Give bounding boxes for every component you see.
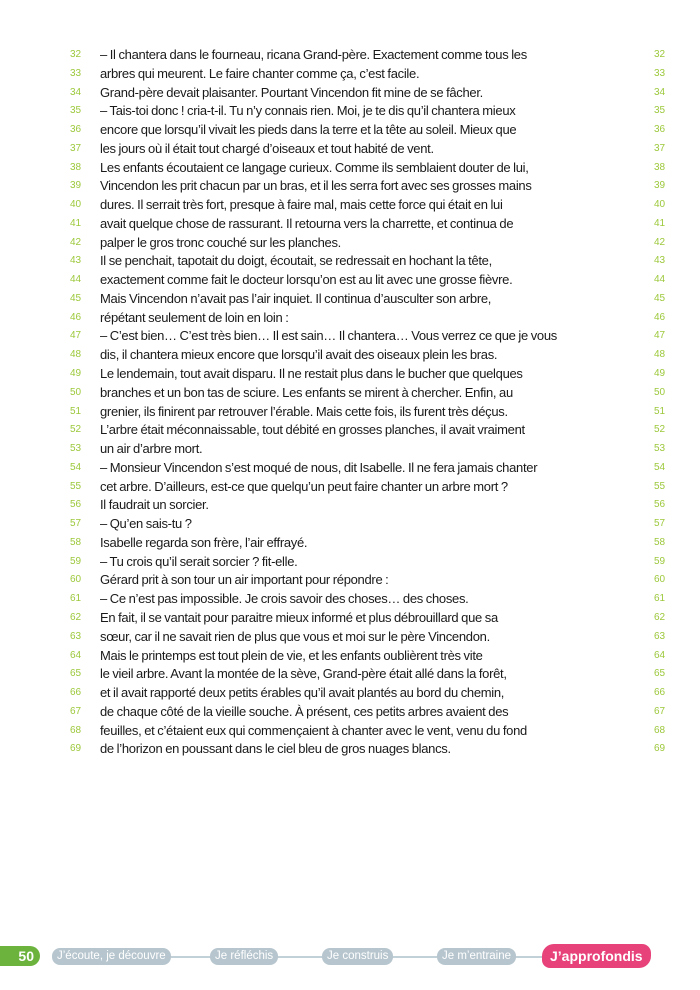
text-line: [0, 159, 700, 178]
line-text: dis, il chantera mieux encore que lorsqu’il avait des oiseaux plein les bras.: [100, 347, 498, 363]
line-text: palper le gros tronc couché sur les planches.: [100, 234, 341, 250]
line-number-left: 43: [70, 255, 82, 267]
line-number-right: 55: [654, 480, 666, 492]
line-number-right: 52: [654, 424, 666, 436]
line-number-right: 34: [654, 86, 666, 98]
text-body: [0, 46, 700, 759]
line-text: et il avait rapporté deux petits érables qu’il avait plantés au bord du chemin,: [100, 685, 505, 701]
text-line: [0, 459, 700, 478]
text-line: [0, 421, 700, 440]
line-number-left: 66: [70, 687, 82, 699]
line-text: sœur, car il ne savait rien de plus que vous et moi sur le père Vincendon.: [100, 628, 490, 644]
line-text: Gérard prit à son tour un air important pour répondre :: [100, 572, 389, 588]
line-number-left: 51: [70, 405, 82, 417]
line-number-right: 35: [654, 105, 666, 117]
line-text: branches et un bon tas de sciure. Les enfants se mirent à chercher. Enfin, au: [100, 384, 513, 400]
line-number-left: 47: [70, 330, 82, 342]
text-line: [0, 196, 700, 215]
text-line: [0, 553, 700, 572]
text-line: [0, 684, 700, 703]
line-number-right: 65: [654, 668, 666, 680]
line-number-right: 43: [654, 255, 666, 267]
line-number-left: 39: [70, 180, 82, 192]
line-text: Le lendemain, tout avait disparu. Il ne restait plus dans le bucher que quelques: [100, 366, 523, 382]
line-number-right: 51: [654, 405, 666, 417]
text-line: [0, 215, 700, 234]
line-number-left: 36: [70, 124, 82, 136]
text-line: [0, 140, 700, 159]
text-line: [0, 46, 700, 65]
line-text: les jours où il était tout chargé d’oiseaux et tout habité de vent.: [100, 140, 434, 156]
line-number-left: 69: [70, 743, 82, 755]
line-number-left: 54: [70, 461, 82, 473]
line-number-left: 44: [70, 274, 82, 286]
text-line: [0, 65, 700, 84]
text-line: [0, 628, 700, 647]
line-number-right: 36: [654, 124, 666, 136]
line-text: Les enfants écoutaient ce langage curieux. Comme ils semblaient douter de lui,: [100, 159, 529, 175]
text-line: [0, 327, 700, 346]
line-number-right: 41: [654, 217, 666, 229]
line-text: – Tais-toi donc ! cria-t-il. Tu n’y connais rien. Moi, je te dis qu’il chantera mieux: [100, 103, 516, 119]
text-line: [0, 309, 700, 328]
line-text: – Qu’en sais-tu ?: [100, 516, 192, 532]
text-line: [0, 384, 700, 403]
line-number-right: 57: [654, 518, 666, 530]
text-line: [0, 609, 700, 628]
text-line: [0, 271, 700, 290]
line-text: – C’est bien… C’est très bien… Il est sain… Il chantera… Vous verrez ce que je vous: [100, 328, 557, 344]
line-text: cet arbre. D’ailleurs, est-ce que quelqu’un peut faire chanter un arbre mort ?: [100, 478, 508, 494]
line-number-left: 45: [70, 292, 82, 304]
line-number-right: 64: [654, 649, 666, 661]
line-text: – Il chantera dans le fourneau, ricana Grand-père. Exactement comme tous les: [100, 47, 527, 62]
line-number-left: 32: [70, 49, 82, 60]
line-text: le vieil arbre. Avant la montée de la sève, Grand-père était allé dans la forêt,: [100, 666, 507, 682]
text-line: [0, 571, 700, 590]
step-entraine[interactable]: Je m’entraine: [437, 948, 516, 965]
text-line: [0, 440, 700, 459]
line-number-right: 38: [654, 161, 666, 173]
line-number-right: 37: [654, 142, 666, 154]
step-approfondis-active[interactable]: J’approfondis: [542, 944, 651, 968]
step-construis[interactable]: Je construis: [322, 948, 393, 965]
line-text: Vincendon les prit chacun par un bras, et il les serra fort avec ses grosses mains: [100, 178, 532, 194]
step-ecoute[interactable]: J’écoute, je découvre: [52, 948, 171, 965]
line-number-right: 45: [654, 292, 666, 304]
line-text: avait quelque chose de rassurant. Il retourna vers la charrette, et continua de: [100, 215, 514, 231]
line-number-right: 56: [654, 499, 666, 511]
text-line: [0, 234, 700, 253]
line-text: – Tu crois qu’il serait sorcier ? fit-elle.: [100, 553, 298, 569]
line-text: Mais Vincendon n’avait pas l’air inquiet. Il continua d’ausculter son arbre,: [100, 290, 492, 306]
line-number-right: 60: [654, 574, 666, 586]
line-number-left: 46: [70, 311, 82, 323]
line-number-left: 68: [70, 724, 82, 736]
line-number-right: 63: [654, 630, 666, 642]
line-number-right: 58: [654, 536, 666, 548]
line-number-right: 49: [654, 368, 666, 380]
text-line: [0, 665, 700, 684]
line-number-right: 68: [654, 724, 666, 736]
line-text: – Ce n’est pas impossible. Je crois savoir des choses… des choses.: [100, 591, 469, 607]
text-line: [0, 252, 700, 271]
line-text: grenier, ils finirent par retrouver l’érable. Mais cette fois, ils furent très déçus.: [100, 403, 508, 419]
line-text: exactement comme fait le docteur lorsqu’on est au lit avec une grosse fièvre.: [100, 272, 513, 288]
line-number-left: 50: [70, 386, 82, 398]
line-number-right: 67: [654, 705, 666, 717]
line-number-left: 35: [70, 105, 82, 117]
line-text: Isabelle regarda son frère, l’air effrayé.: [100, 534, 308, 550]
step-reflechis[interactable]: Je réfléchis: [210, 948, 278, 965]
text-line: [0, 722, 700, 741]
text-line: [0, 177, 700, 196]
line-text: encore que lorsqu’il vivait les pieds dans la terre et la tête au soleil. Mieux que: [100, 122, 517, 138]
line-number-left: 37: [70, 142, 82, 154]
line-number-left: 52: [70, 424, 82, 436]
line-text: Mais le printemps est tout plein de vie, et les enfants oublièrent très vite: [100, 647, 483, 663]
line-number-right: 69: [654, 743, 666, 755]
line-number-right: 42: [654, 236, 666, 248]
line-number-right: 46: [654, 311, 666, 323]
line-text: L’arbre était méconnaissable, tout débité en grosses planches, il avait vraiment: [100, 422, 525, 438]
line-number-right: 61: [654, 593, 666, 605]
line-number-right: 48: [654, 349, 666, 361]
line-number-left: 53: [70, 443, 82, 455]
text-line: [0, 121, 700, 140]
line-number-left: 59: [70, 555, 82, 567]
text-line: [0, 740, 700, 759]
line-text: Il se penchait, tapotait du doigt, écoutait, se redressait en hochant la tête,: [100, 253, 492, 269]
line-text: de l’horizon en poussant dans le ciel bleu de gros nuages blancs.: [100, 741, 451, 757]
line-number-left: 64: [70, 649, 82, 661]
line-number-right: 39: [654, 180, 666, 192]
line-number-left: 63: [70, 630, 82, 642]
line-number-right: 47: [654, 330, 666, 342]
line-number-right: 59: [654, 555, 666, 567]
text-line: [0, 534, 700, 553]
line-number-left: 38: [70, 161, 82, 173]
text-line: [0, 478, 700, 497]
line-text: un air d’arbre mort.: [100, 441, 203, 457]
line-text: répétant seulement de loin en loin :: [100, 309, 289, 325]
line-text: En fait, il se vantait pour paraitre mieux informé et plus débrouillard que sa: [100, 609, 498, 625]
line-number-right: 50: [654, 386, 666, 398]
text-line: [0, 703, 700, 722]
line-number-right: 33: [654, 67, 666, 79]
line-text: feuilles, et c’étaient eux qui commençaient à chanter avec le vent, venu du fond: [100, 722, 527, 738]
footer-nav: [0, 944, 700, 970]
text-line: [0, 590, 700, 609]
line-text: de chaque côté de la vieille souche. À présent, ces petits arbres avaient des: [100, 703, 509, 719]
text-line: [0, 102, 700, 121]
page-number: 50: [0, 946, 40, 966]
text-line: [0, 647, 700, 666]
line-text: dures. Il serrait très fort, presque à faire mal, mais cette force qui était en lui: [100, 197, 503, 213]
line-number-right: 40: [654, 199, 666, 211]
line-number-left: 58: [70, 536, 82, 548]
line-number-left: 40: [70, 199, 82, 211]
line-number-left: 57: [70, 518, 82, 530]
line-number-left: 67: [70, 705, 82, 717]
line-number-left: 41: [70, 217, 82, 229]
line-number-right: 44: [654, 274, 666, 286]
line-text: – Monsieur Vincendon s’est moqué de nous, dit Isabelle. Il ne fera jamais chanter: [100, 459, 538, 475]
line-number-left: 62: [70, 611, 82, 623]
text-line: [0, 365, 700, 384]
text-line: [0, 515, 700, 534]
line-number-left: 61: [70, 593, 82, 605]
line-text: Grand-père devait plaisanter. Pourtant Vincendon fit mine de se fâcher.: [100, 84, 483, 100]
line-number-left: 56: [70, 499, 82, 511]
line-number-left: 60: [70, 574, 82, 586]
line-number-right: 66: [654, 687, 666, 699]
line-number-right: 54: [654, 461, 666, 473]
line-number-right: 32: [654, 49, 666, 60]
text-line: [0, 403, 700, 422]
line-number-left: 42: [70, 236, 82, 248]
text-line: [0, 84, 700, 103]
line-text: Il faudrait un sorcier.: [100, 497, 209, 513]
text-line: [0, 290, 700, 309]
line-number-right: 62: [654, 611, 666, 623]
line-number-left: 48: [70, 349, 82, 361]
text-line: [0, 496, 700, 515]
line-number-left: 49: [70, 368, 82, 380]
text-line: [0, 346, 700, 365]
line-number-right: 53: [654, 443, 666, 455]
line-number-left: 34: [70, 86, 82, 98]
line-number-left: 65: [70, 668, 82, 680]
line-text: arbres qui meurent. Le faire chanter comme ça, c’est facile.: [100, 65, 420, 81]
line-number-left: 33: [70, 67, 82, 79]
line-number-left: 55: [70, 480, 82, 492]
